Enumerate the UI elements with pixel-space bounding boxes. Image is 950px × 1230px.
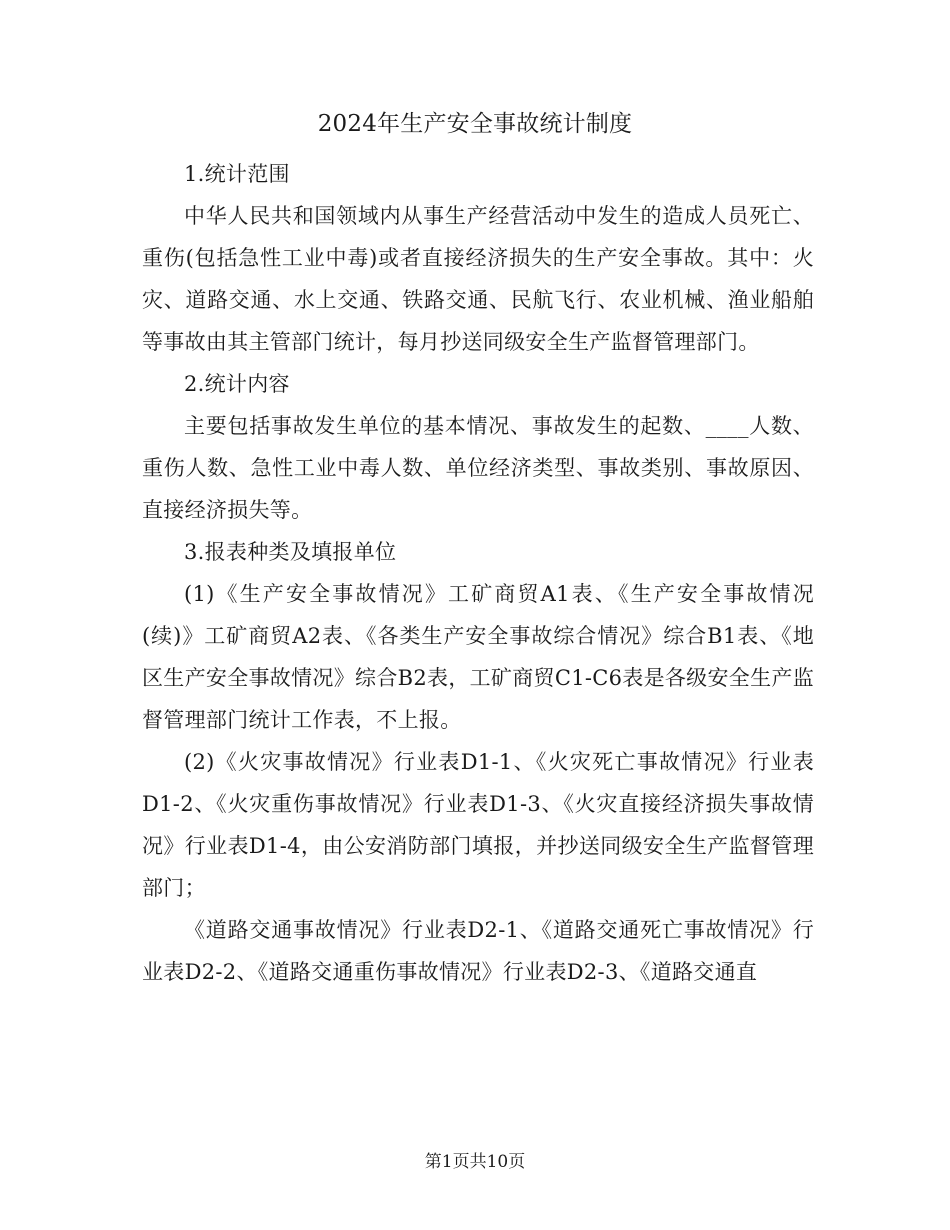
paragraph-report-item-1: (1)《生产安全事故情况》工矿商贸A1表、《生产安全事故情况(续)》工矿商贸A2表、《各类生产安全事故综合情况》综合B1表、《地区生产安全事故情况》综合B2表，工矿商贸C1-C6表是各级安全生产监督管理部门统计工作表，不上报。 xyxy=(142,582,814,732)
paragraph-scope: 中华人民共和国领域内从事生产经营活动中发生的造成人员死亡、重伤(包括急性工业中毒)或者直接经济损失的生产安全事故。其中：火灾、道路交通、水上交通、铁路交通、民航飞行、农业机械、渔业船舶等事故由其主管部门统计，每月抄送同级安全生产监督管理部门。 xyxy=(142,204,814,354)
section-heading-scope: 1.统计范围 xyxy=(184,162,290,186)
document-body xyxy=(142,153,814,993)
page-number: 第1页共10页 xyxy=(424,1152,526,1172)
document-title: 2024年生产安全事故统计制度 xyxy=(317,111,633,137)
paragraph-report-item-2: (2)《火灾事故情况》行业表D1-1、《火灾死亡事故情况》行业表D1-2、《火灾重伤事故情况》行业表D1-3、《火灾直接经济损失事故情况》行业表D1-4，由公安消防部门填报，并抄送同级安全生产监督管理部门； xyxy=(142,750,814,900)
section-heading-report-types: 3.报表种类及填报单位 xyxy=(184,540,397,564)
section-heading-content: 2.统计内容 xyxy=(184,372,290,396)
paragraph-road-traffic: 《道路交通事故情况》行业表D2-1、《道路交通死亡事故情况》行业表D2-2、《道路交通重伤事故情况》行业表D2-3、《道路交通直 xyxy=(142,918,814,984)
paragraph-content: 主要包括事故发生单位的基本情况、事故发生的起数、____人数、重伤人数、急性工业中毒人数、单位经济类型、事故类别、事故原因、直接经济损失等。 xyxy=(142,414,814,522)
